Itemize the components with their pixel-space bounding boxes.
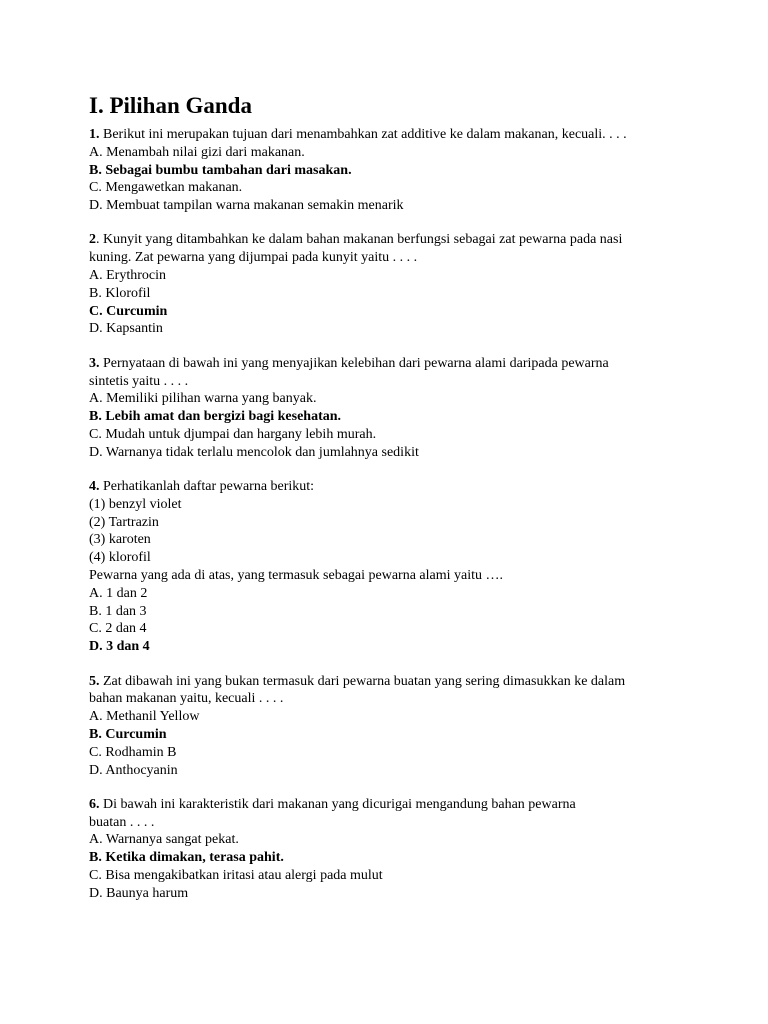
answer-option: D. Baunya harum	[89, 885, 189, 901]
question-number: 5.	[89, 673, 100, 689]
question-stem-line	[89, 496, 689, 514]
question-stem-text: (2) Tartrazin	[89, 514, 159, 530]
question-stem-line	[89, 567, 689, 585]
question-number: 3.	[89, 355, 100, 371]
question-stem-line	[89, 549, 689, 567]
answer-option-correct: B. Curcumin	[89, 726, 167, 742]
answer-option-correct: B. Lebih amat dan bergizi bagi kesehatan.	[89, 409, 342, 425]
question-stem-text: Pernyataan di bawah ini yang menyajikan kelebihan dari pewarna alami daripada pewarna	[103, 355, 609, 371]
question-stem-text: Zat dibawah ini yang bukan termasuk dari pewarna buatan yang sering dimasukkan ke dalam	[103, 673, 626, 689]
page-title: I. Pilihan Ganda	[89, 93, 252, 118]
question-stem-line	[89, 355, 689, 373]
question-stem-text: bahan makanan yaitu, kecuali . . . .	[89, 691, 284, 707]
answer-option-correct: D. 3 dan 4	[89, 639, 150, 655]
question-stem-line	[89, 531, 689, 549]
question-stem-line	[89, 249, 689, 267]
answer-option: C. 2 dan 4	[89, 621, 147, 637]
document-page	[89, 92, 689, 919]
question-number: 6.	[89, 796, 100, 812]
answer-option: B. 1 dan 3	[89, 603, 147, 619]
question-1	[89, 126, 689, 215]
answer-option: D. Membuat tampilan warna makanan semakin menarik	[89, 198, 404, 214]
question-stem-text: buatan . . . .	[89, 814, 155, 830]
answer-option: A. Menambah nilai gizi dari makanan.	[89, 144, 305, 160]
question-2	[89, 231, 689, 338]
answer-option-correct: B. Sebagai bumbu tambahan dari masakan.	[89, 162, 352, 178]
question-stem-text: (3) karoten	[89, 532, 151, 548]
answer-option: C. Bisa mengakibatkan iritasi atau alergi pada mulut	[89, 867, 383, 883]
question-number: 2	[89, 232, 96, 248]
question-stem-line	[89, 796, 689, 814]
answer-option: D. Anthocyanin	[89, 762, 178, 778]
question-stem-line	[89, 231, 689, 249]
answer-option-correct: B. Ketika dimakan, terasa pahit.	[89, 850, 284, 866]
question-number: 4.	[89, 479, 100, 495]
answer-option: A. Memiliki pilihan warna yang banyak.	[89, 391, 317, 407]
answer-option: C. Mengawetkan makanan.	[89, 180, 243, 196]
question-stem-text: sintetis yaitu . . . .	[89, 373, 189, 389]
question-3	[89, 355, 689, 462]
question-stem-line	[89, 690, 689, 708]
answer-option: A. 1 dan 2	[89, 585, 148, 601]
question-stem-text: (1) benzyl violet	[89, 496, 182, 512]
answer-option: D. Warnanya tidak terlalu mencolok dan jumlahnya sedikit	[89, 444, 419, 460]
question-stem-line	[89, 814, 689, 832]
question-stem-text: Perhatikanlah daftar pewarna berikut:	[103, 479, 315, 495]
answer-option: A. Erythrocin	[89, 268, 166, 284]
answer-option: C. Rodhamin B	[89, 744, 177, 760]
question-stem-text: (4) klorofil	[89, 550, 151, 566]
question-stem-line	[89, 673, 689, 691]
question-4	[89, 478, 689, 656]
question-5	[89, 673, 689, 780]
answer-option: D. Kapsantin	[89, 321, 163, 337]
answer-option: A. Warnanya sangat pekat.	[89, 832, 239, 848]
answer-option: A. Methanil Yellow	[89, 709, 200, 725]
question-stem-text: kuning. Zat pewarna yang dijumpai pada kunyit yaitu . . . .	[89, 250, 418, 266]
question-list	[89, 126, 689, 903]
question-stem-text: Pewarna yang ada di atas, yang termasuk sebagai pewarna alami yaitu ….	[89, 568, 504, 584]
question-stem-text: Di bawah ini karakteristik dari makanan yang dicurigai mengandung bahan pewarna	[103, 796, 576, 812]
question-stem-line	[89, 373, 689, 391]
question-stem-line	[89, 514, 689, 532]
question-stem-line	[89, 478, 689, 496]
question-stem-text: . Kunyit yang ditambahkan ke dalam bahan makanan berfungsi sebagai zat pewarna pada nasi	[96, 232, 623, 248]
question-stem-line	[89, 126, 689, 144]
answer-option: C. Mudah untuk djumpai dan hargany lebih murah.	[89, 426, 377, 442]
question-stem-text: Berikut ini merupakan tujuan dari menambahkan zat additive ke dalam makanan, kecuali. . . .	[103, 127, 627, 142]
answer-option-correct: C. Curcumin	[89, 303, 168, 319]
question-number: 1.	[89, 127, 100, 142]
answer-option: B. Klorofil	[89, 285, 151, 301]
question-6	[89, 796, 689, 903]
